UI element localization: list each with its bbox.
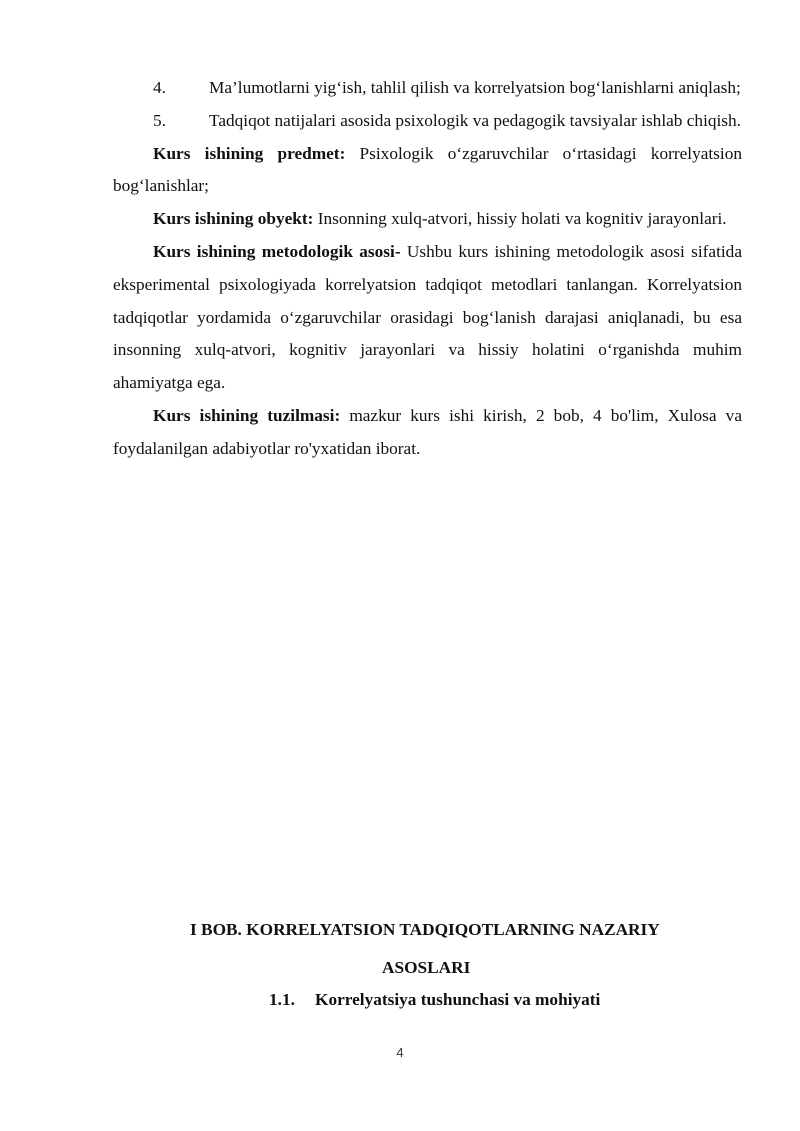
paragraph-metodologik-asosi (113, 236, 742, 400)
paragraph-label: Kurs ishining predmet: (153, 143, 346, 163)
paragraph-label: Kurs ishining obyekt: (153, 209, 314, 229)
paragraph-text: mazkur kurs ishi kirish, 2 bob, 4 bo'lim, Xulosa va foydalanilgan adabiyotlar ro'yxatidan iborat. (113, 405, 742, 458)
section-number: 1.1. (269, 990, 295, 1009)
paragraph-text: Insonning xulq-atvori, hissiy holati va kognitiv jarayonlari. (313, 209, 727, 229)
paragraph-text: Psixologik o‘zgaruvchilar o‘rtasidagi korrelyatsion bog‘lanishlar; (113, 143, 742, 196)
page-number: 4 (396, 1045, 404, 1060)
paragraph-tuzilmasi (113, 400, 742, 466)
section-heading (269, 984, 600, 1016)
list-item-number: 5. (153, 110, 166, 130)
list-item-5 (113, 105, 742, 138)
paragraph-text: Ushbu kurs ishining metodologik asosi sifatida eksperimental psixologiyada korrelyatsion tadqiqot metodlari tanlangan. Korrelyatsion tadqiqotlar yordamida o‘zgaruvchilar orasidagi bog‘lanish darajasi aniqlanadi, bu esa insonning xulq-atvori, kognitiv jarayonlari va hissiy holatini o‘rganishda muhim ahamiyatga ega. (113, 241, 742, 393)
list-item-text: Ma’lumotlarni yig‘ish, tahlil qilish va korrelyatsion bog‘lanishlarni aniqlash; (209, 78, 741, 97)
list-item-text: Tadqiqot natijalari asosida psixologik va pedagogik tavsiyalar ishlab chiqish. (209, 110, 741, 130)
document-body (113, 72, 742, 466)
paragraph-label: Kurs ishining metodologik asosi- (153, 241, 401, 261)
chapter-title-line2: ASOSLARI (382, 958, 471, 977)
paragraph-label: Kurs ishining tuzilmasi: (153, 405, 341, 425)
list-item-number: 4. (153, 78, 166, 97)
chapter-title-line1: I BOB. KORRELYATSION TADQIQOTLARNING NAZARIY (190, 920, 660, 939)
section-title: Korrelyatsiya tushunchasi va mohiyati (315, 990, 601, 1009)
list-item-4 (113, 72, 742, 105)
paragraph-obyekt (113, 203, 742, 236)
paragraph-predmet (113, 138, 742, 204)
